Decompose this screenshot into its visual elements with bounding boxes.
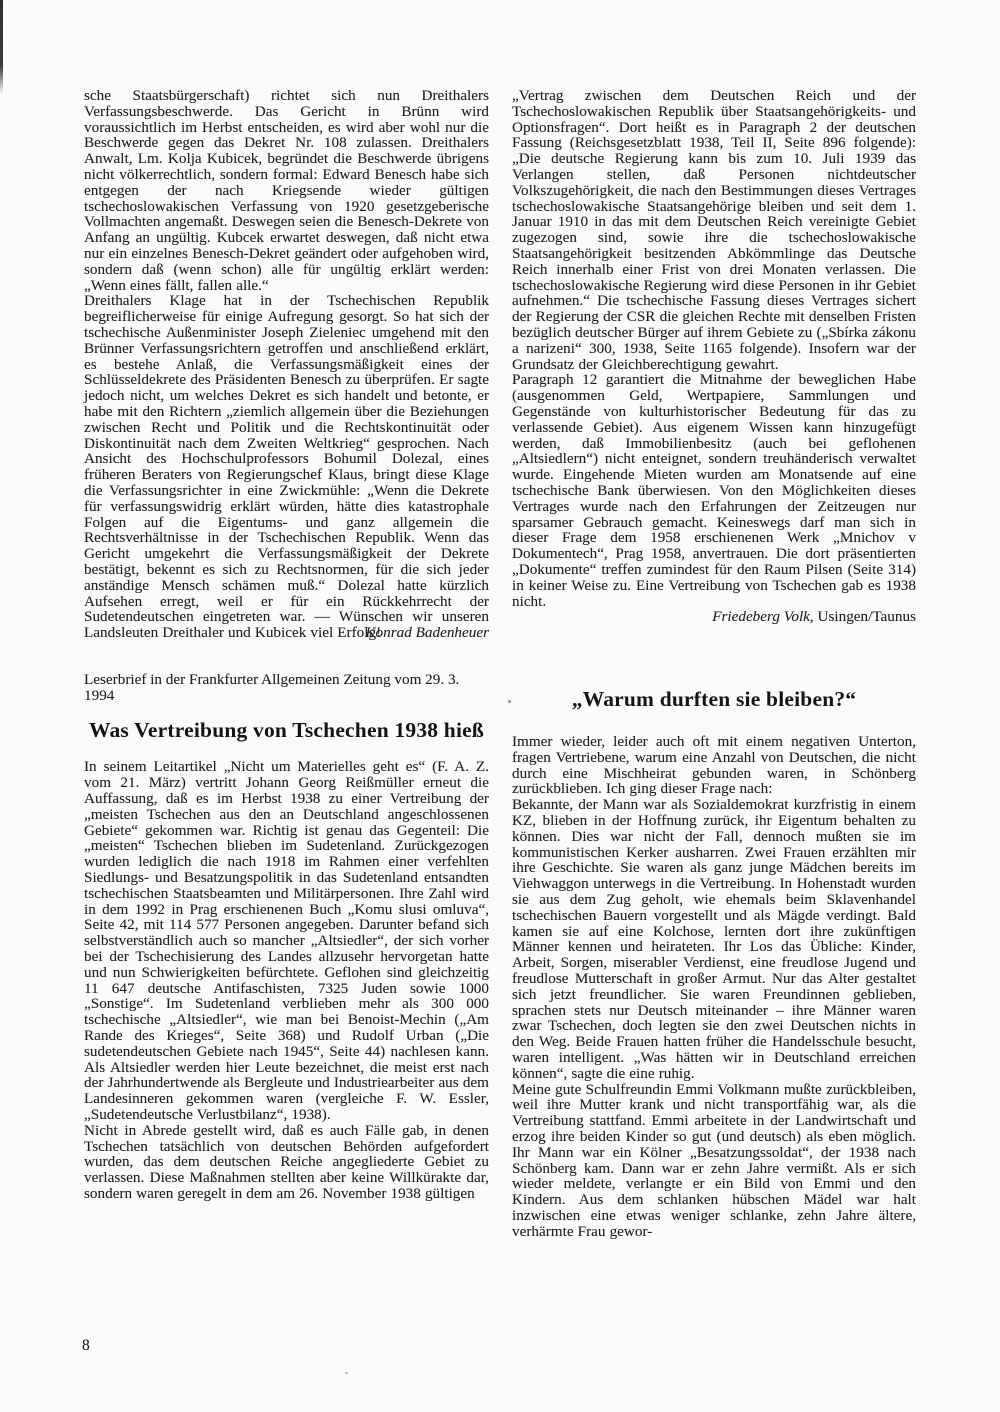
article2-author-signature <box>512 609 916 625</box>
page-number: 8 <box>82 1337 90 1354</box>
article1-paragraph: Dreithalers Klage hat in der Tschechischen Republik begreiflicherweise für einige Aufregung gesorgt. So hat sich der tschechische Außenminister Joseph Zieleniec umgehend mit den Brünner Verfassungsrichtern getroffen und anschließend erklärt, es bestehe Anlaß, die Verfassungsmäßigkeit eines der Schlüsseldekrete des Präsidenten Benesch zu überprüfen. Er sagte jedoch nicht, um welches Dekret es sich handelt und betonte, er habe mit den Richtern „ziemlich allgemein über die Beziehungen zwischen Recht und Politik und die Rechtskontinuität oder Diskontinuität nach dem Zweiten Weltkrieg“ gesprochen. Nach Ansicht des Hochschulprofessors Bohumil Dolezal, eines früheren Beraters von Regierungschef Klaus, bringt diese Klage die Verfassungsrichter in eine Zwickmühle: „Wenn die Dekrete für verfassungswidrig erklärt würden, hätte dies katastrophale Folgen auf die Eigentums- und ganz allgemein die Rechtsverhältnisse in der Tschechischen Republik. Wenn das Gericht umgekehrt die Verfassungsmäßigkeit der Dekrete bestätigt, bekennt es sich zu Rechtsnormen, für die sich jeder anständige Mensch schämen muß.“ Dolezal hatte kürzlich Aufsehen erregt, weil er für ein Rückkehrrecht der Sudetendeutschen eingetreten war. — Wünschen wir unseren Landsleuten Dreithaler und Kubicek viel Erfolg! <box>84 292 489 642</box>
right-column <box>512 88 916 1240</box>
source-attribution-line: Leserbrief in der Frankfurter Allgemeinen Zeitung vom 29. 3. 1994 <box>84 670 460 704</box>
article3-paragraph: Bekannte, der Mann war als Sozialdemokrat kurzfristig in einem KZ, blieben in der Hoffnung zurück, ihr Eigentum behalten zu können. Dies war nicht der Fall, dennoch mußten sie im kommunistischen Kerker ausharren. Zwei Frauen erzählten mir ihre Geschichte. Sie waren als ganz junge Mädchen bereits im Viehwaggon unterwegs in die Vertreibung. In Hohenstadt wurden sie aus dem Zug geholt, wie ehemals beim Sklavenhandel tschechischen Bauern vorgestellt und als Mägde verdingt. Bald kamen sie auf eine Kolchose, lernten dort ihre zukünftigen Männer kennen und heirateten. Ihr Los das Übliche: Kinder, Arbeit, Sorgen, miserabler Verdienst, eine freudlose Jugend und freudlose Mutterschaft in großer Armut. Nur das Alter gestaltet sich jetzt freundlicher. Sie waren Freundinnen geblieben, sprachen stets nur Deutsch miteinander – ihre Männer waren zwar Tschechen, doch legten sie den zwei Deutschen nichts in den Weg. Beide Frauen hatten früher die Handelsschule besucht, waren intelligent. „Was hätten wir in Deutschland erreichen können“, sagte die eine ruhig. <box>512 796 916 1082</box>
scan-speck <box>508 700 511 703</box>
article2-paragraph: Nicht in Abrede gestellt wird, daß es auch Fälle gab, in denen Tschechen tatsächlich von deutschen Behörden aufgefordert wurden, das dem deutschen Reiche angegliederte Gebiet zu verlassen. Diese Maßnahmen stellten aber keine Willkürakte dar, sondern waren geregelt in dem am 26. November 1938 gültigen <box>84 1121 489 1202</box>
article1-author-signature: Konrad Badenheuer <box>365 624 489 642</box>
article3-paragraph: Meine gute Schulfreundin Emmi Volkmann mußte zurückbleiben, weil ihre Mutter krank und nicht transportfähig war, als die Vertreibung stattfand. Emmi arbeitete in der Landwirtschaft und erzog ihre beiden Kinder so gut (und deutsch) als eben möglich. Ihr Mann war ein Kölner „Besatzungssoldat“, der 1938 nach Schönberg kam. Dann war er zehn Jahre vermißt. Als er sich wieder meldete, verlangte er ein Bild von Emmi und den Kindern. Aus dem schlanken hübschen Mädel war halt inzwischen eine etwas weniger schlanke, zehn Jahre ältere, verhärmte Frau gewor- <box>512 1080 916 1240</box>
article2-continued-paragraph: Paragraph 12 garantiert die Mitnahme der beweglichen Habe (ausgenommen Geld, Wertpapiere, Sammlungen und Gegenstände von kulturhistorischer Bedeutung für das zu verlassende Gebiet). Aus eigenem Wissen kann hinzugefügt werden, daß Immobilienbesitz (auch bei geflohenen „Altsiedlern“) nicht enteignet, sondern treuhänderisch verwaltet wurde. Eingehende Mieten wurden am Monatsende auf eine tschechische Bank überwiesen. Von den Möglichkeiten dieses Vertrages wurde nach den Erfahrungen der Zeitzeugen nur sparsamer Gebrauch gemacht. Keineswegs darf man sich in dieser Frage dem 1958 erschienenen Werk „Mnichov v Dokumentech“, Prag 1958, anvertrauen. Die dort präsentierten „Dokumente“ treffen zumindest für den Raum Pilsen (Seite 314) in keiner Weise zu. Eine Vertreibung von Tschechen gab es 1938 nicht. <box>512 371 916 610</box>
article3-title: „Warum durften sie bleiben?“ <box>571 687 857 712</box>
article1-paragraph: sche Staatsbürgerschaft) richtet sich nun Dreithalers Verfassungsbeschwerde. Das Gericht in Brünn wird voraussichtlich im Herbst entscheiden, es wird aber wohl nur die Beschwerde gegen das Dekret Nr. 108 zulassen. Dreithalers Anwalt, Lm. Kolja Kubicek, begründet die Beschwerde übrigens nicht völkerrechtlich, sondern formal: Edward Benesch habe sich entgegen der nach Kriegsende wieder gültigen tschechoslowakischen Verfassung von 1920 gesetzgeberische Vollmachten angemaßt. Deswegen seien die Benesch-Dekrete von Anfang an ungültig. Kubcek erwartet deswegen, daß nicht etwa nur ein einzelnes Benesch-Dekret geändert oder aufgehoben wird, sondern daß (wenn schon) alle für ungültig erklärt werden: „Wenn eines fällt, fallen alle.“ <box>84 87 489 294</box>
scan-speck <box>345 1372 348 1374</box>
article3-paragraph: Immer wieder, leider auch oft mit einem negativen Unterton, fragen Vertriebene, warum eine Anzahl von Deutschen, die nicht durch eine Mischheirat gebunden waren, in Schönberg zurückblieben. Ich ging dieser Frage nach: <box>512 733 916 798</box>
left-column <box>84 88 489 1202</box>
article2-paragraph: In seinem Leitartikel „Nicht um Materielles geht es“ (F. A. Z. vom 21. März) vertritt Johann Georg Reißmüller erneut die Auffassung, daß es im Herbst 1938 zu einer Vertreibung der „meisten Tschechen aus den an Deutschland angeschlossenen Gebiete“ gekommen war. Richtig ist genau das Gegenteil: Die „meisten“ Tschechen blieben im Sudetenland. Zurückgezogen wurden lediglich die nach 1918 im Rahmen einer verfehlten Siedlungs- und Besatzungspolitik in das Sudetenland entsandten tschechischen Staatsbeamten und Militärpersonen. Ihre Zahl wird in dem 1992 in Prag erschienenen Buch „Komu slusi omluva“, Seite 42, mit 114 577 Personen angegeben. Darunter befand sich selbstverständlich auch so mancher „Altsiedler“, der sich vorher bei der Tschechisierung des Landes allzusehr hervorgetan hatte und nun Schwierigkeiten befürchtete. Geflohen sind gleichzeitig 11 647 deutsche Antifaschisten, 7325 Juden sowie 1000 „Sonstige“. Im Sudetenland verblieben mehr als 300 000 tschechische „Altsiedler“, wie man bei Benoist-Mechin („Am Rande des Krieges“, Seite 368) und Rudolf Urban („Die sudetendeutschen Gebiete nach 1945“, Seite 44) nachlesen kann. Als Altsiedler werden hier Leute bezeichnet, die meist erst nach der Jahrhundertwende als Bergleute und Industriearbeiter aus dem Landesinneren gekommen waren (vergleiche F. W. Essler, „Sudetendeutsche Verlustbilanz“, 1938). <box>84 758 489 1124</box>
article2-author-name: Friedeberg Volk <box>712 608 810 626</box>
article2-author-location: , Usingen/Taunus <box>809 608 916 626</box>
article2-title: Was Vertreibung von Tschechen 1938 hieß <box>88 718 485 743</box>
scan-edge-artifact <box>0 0 3 94</box>
article2-continued-paragraph: „Vertrag zwischen dem Deutschen Reich und der Tschechoslowakischen Republik über Staatsangehörigkeits- und Optionsfragen“. Dort heißt es in Paragraph 2 der deutschen Fassung (Reichsgesetzblatt 1938, Teil II, Seite 896 folgende): „Die deutsche Regierung kann bis zum 10. Juli 1939 das Verlangen stellen, daß Personen nichtdeutscher Volkszugehörigkeit, die nach den Bestimmungen dieses Vertrages tschechoslowakische Staatsangehörige bleiben und seit dem 1. Januar 1910 in das mit dem Deutschen Reich vereinigte Gebiet zugezogen sind, sowie ihre die tschechoslowakische Staatsangehörigkeit besitzenden Abkömmlinge das Deutsche Reich innerhalb einer Frist von drei Monaten verlassen. Die tschechoslowakische Regierung wird diese Personen in ihr Gebiet aufnehmen.“ Die tschechische Fassung dieses Vertrages sichert der Regierung der CSR die gleichen Rechte mit denselben Fristen bezüglich deutscher Bürger auf ihrem Gebiete zu („Sbírka zákonu a narizeni“ 300, 1938, Seite 1165 folgende). Insofern war der Grundsatz der Gleichberechtigung gewahrt. <box>512 87 916 373</box>
